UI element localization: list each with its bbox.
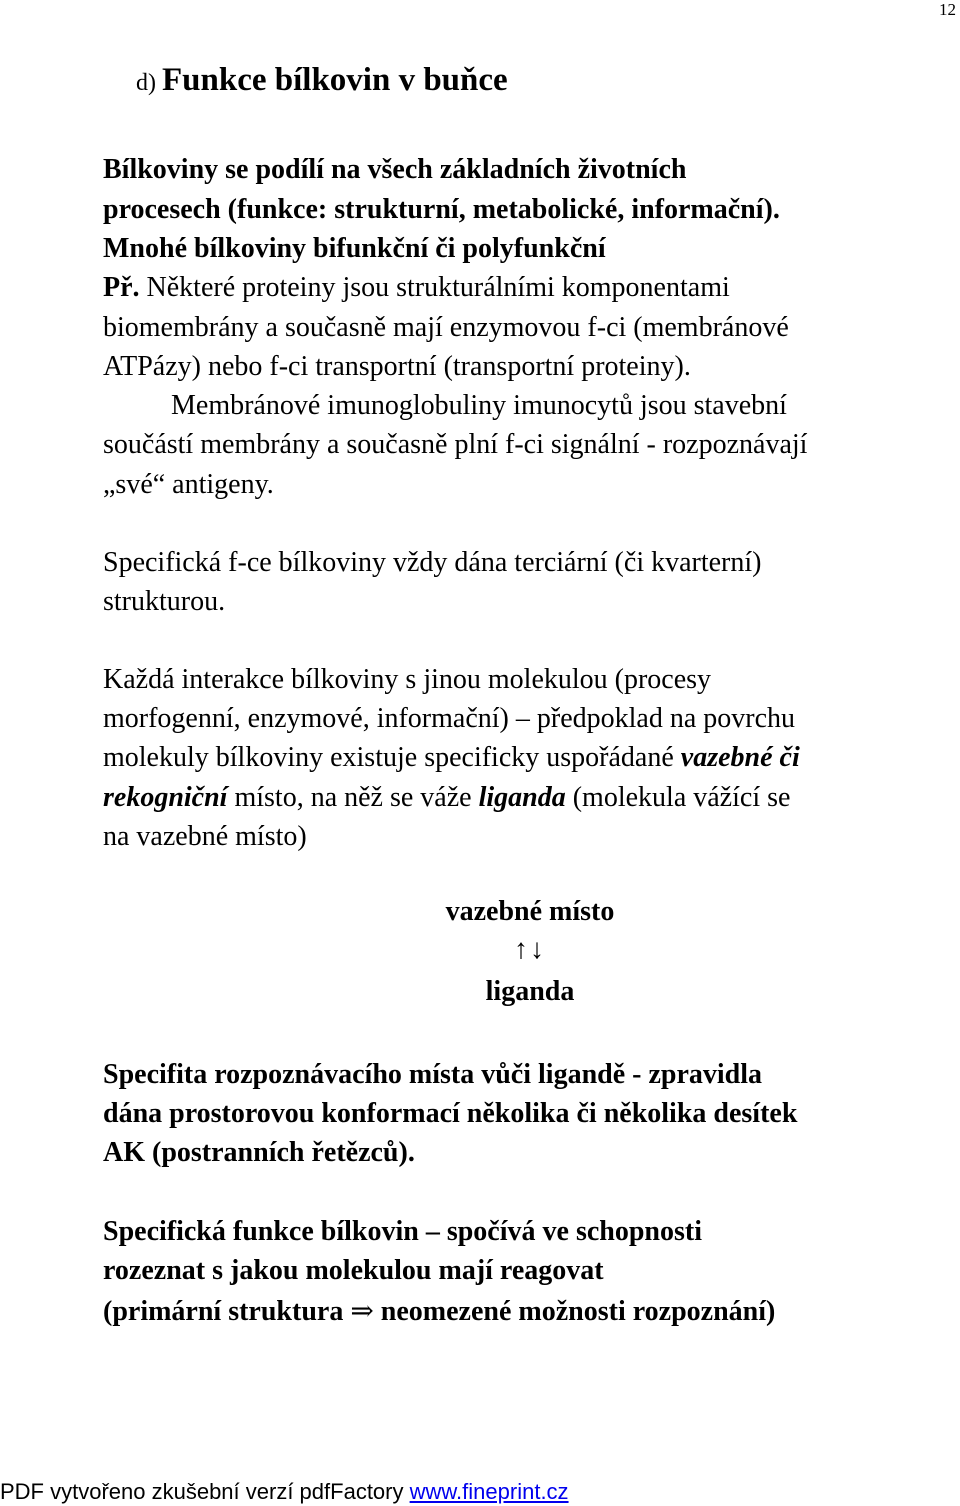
example-label: Př. [103,272,140,303]
paragraph-1-line-2: procesech (funkce: strukturní, metabolické, informační). [103,194,780,225]
heading-title: Funkce bílkovin v buňce [162,62,508,98]
paragraph-2-line-1: Specifická f-ce bílkoviny vždy dána terciární (či kvarterní) [103,547,762,578]
paragraph-1-line-8: součástí membrány a současně plní f-ci signální - rozpoznávají [103,429,808,460]
footer-text: PDF vytvořeno zkušební verzí pdfFactory [0,1479,410,1504]
paragraph-4-line-3: AK (postranních řetězců). [103,1137,415,1168]
paragraph-1-line-5: biomembrány a současně mají enzymovou f-ci (membránové [103,312,789,343]
diagram-ligand: liganda [485,976,575,1007]
term-rekognicni: rekogniční [103,782,228,813]
pdf-footer [0,1478,569,1506]
term-vazebne-ci: vazebné či [680,742,800,773]
diagram-arrows-icon: ↑↓ [514,934,546,965]
paragraph-5-line-3-text-a: (primární struktura [103,1296,351,1327]
page-number: 12 [939,0,956,19]
paragraph-3-line-4-text-b: (molekula vážící se [565,782,791,813]
paragraph-5-line-2: rozeznat s jakou molekulou mají reagovat [103,1255,604,1286]
paragraph-3-line-4-text-a: místo, na něž se váže [227,782,479,813]
paragraph-1-line-4 [103,268,730,308]
paragraph-3-line-3-text: molekuly bílkoviny existuje specificky uspořádané [103,742,681,773]
section-heading [136,62,508,99]
paragraph-1-line-7: Membránové imunoglobuliny imunocytů jsou stavební [171,390,787,421]
paragraph-2-line-2: strukturou. [103,586,226,617]
paragraph-3-line-5: na vazebné místo) [103,821,307,852]
paragraph-3-line-4 [103,778,790,818]
diagram-binding-site: vazebné místo [445,896,615,927]
paragraph-4-line-2: dána prostorovou konformací několika či několika desítek [103,1098,798,1129]
paragraph-5-line-1: Specifická funkce bílkovin – spočívá ve schopnosti [103,1216,702,1247]
paragraph-5-line-3 [103,1292,775,1332]
paragraph-1-line-6: ATPázy) nebo f-ci transportní (transportní proteiny). [103,351,691,382]
term-liganda: liganda [478,782,566,813]
paragraph-1-line-1: Bílkoviny se podílí na všech základních životních [103,154,687,185]
paragraph-3-line-3 [103,738,800,778]
footer-link[interactable]: www.fineprint.cz [409,1479,569,1504]
paragraph-1-line-4-text: Některé proteiny jsou strukturálními komponentami [139,272,730,303]
paragraph-1-line-3: Mnohé bílkoviny bifunkční či polyfunkční [103,233,606,264]
paragraph-4-line-1: Specifita rozpoznávacího místa vůči ligandě - zpravidla [103,1059,763,1090]
paragraph-3-line-2: morfogenní, enzymové, informační) – předpoklad na povrchu [103,703,796,734]
paragraph-3-line-1: Každá interakce bílkoviny s jinou molekulou (procesy [103,664,712,695]
heading-marker: d) [136,70,156,96]
paragraph-5-line-3-text-b: neomezené možnosti rozpoznání) [373,1296,776,1327]
paragraph-1-line-9: „své“ antigeny. [103,469,274,500]
implies-arrow-icon: ⇒ [350,1296,374,1327]
